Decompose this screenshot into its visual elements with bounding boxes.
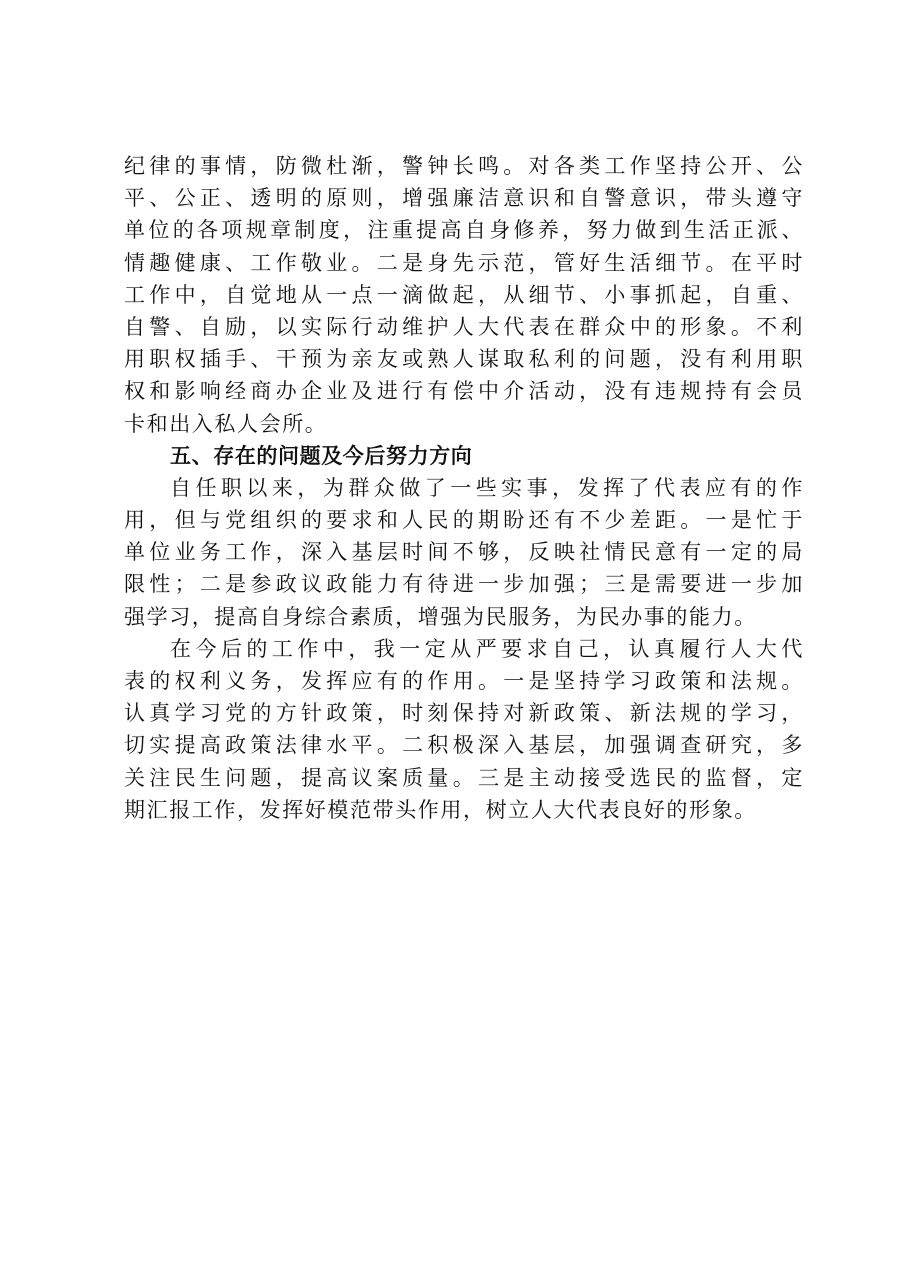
paragraph-3-line-1: 在今后的工作中，我一定从严要求自己，认真履行人大代 (170, 636, 804, 661)
paragraph-3-line-4: 切实提高政策法律水平。二积极深入基层，加强调查研究，多 (124, 733, 804, 758)
paragraph-1-line-9: 卡和出入私人会所。 (124, 411, 328, 436)
paragraph-3-line-5: 关注民生问题，提高议案质量。三是主动接受选民的监督，定 (124, 765, 804, 790)
section-heading: 五、存在的问题及今后努力方向 (170, 443, 473, 468)
paragraph-1-line-2: 平、公正、透明的原则，增强廉洁意识和自警意识，带头遵守 (124, 186, 804, 211)
paragraph-3-line-6: 期汇报工作，发挥好模范带头作用，树立人大代表良好的形象。 (124, 797, 757, 822)
paragraph-1-line-4: 情趣健康、工作敬业。二是身先示范，管好生活细节。在平时 (124, 250, 804, 275)
paragraph-1-line-5: 工作中，自觉地从一点一滴做起，从细节、小事抓起，自重、 (124, 282, 804, 307)
paragraph-2-line-2: 用，但与党组织的要求和人民的期盼还有不少差距。一是忙于 (124, 508, 804, 533)
paragraph-2-line-4: 限性；二是参政议政能力有待进一步加强；三是需要进一步加 (124, 572, 804, 597)
paragraph-3-line-2: 表的权利义务，发挥应有的作用。一是坚持学习政策和法规。 (124, 669, 804, 693)
paragraph-2-line-5: 强学习，提高自身综合素质，增强为民服务，为民办事的能力。 (124, 604, 757, 629)
paragraph-1-line-3: 单位的各项规章制度，注重提高自身修养，努力做到生活正派、 (124, 218, 804, 243)
paragraph-1-line-7: 用职权插手、干预为亲友或熟人谋取私利的问题，没有利用职 (124, 347, 804, 372)
document-body (124, 150, 804, 826)
paragraph-3-line-3: 认真学习党的方针政策，时刻保持对新政策、新法规的学习， (124, 701, 804, 726)
paragraph-1-line-8: 权和影响经商办企业及进行有偿中介活动，没有违规持有会员 (124, 379, 804, 404)
paragraph-1-line-6: 自警、自励，以实际行动维护人大代表在群众中的形象。不利 (124, 314, 804, 339)
paragraph-1-line-1: 纪律的事情，防微杜渐，警钟长鸣。对各类工作坚持公开、公 (124, 154, 804, 178)
paragraph-2-line-3: 单位业务工作，深入基层时间不够，反映社情民意有一定的局 (124, 540, 804, 565)
paragraph-2-line-1: 自任职以来，为群众做了一些实事，发挥了代表应有的作 (170, 475, 804, 500)
